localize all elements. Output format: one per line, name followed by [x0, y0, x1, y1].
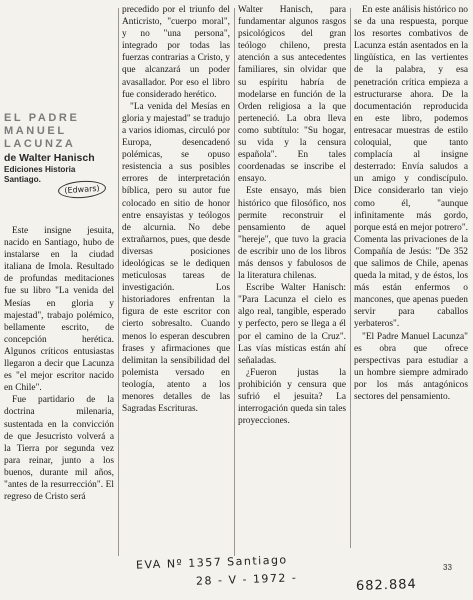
book-author: de Walter Hanisch	[4, 152, 95, 164]
column-rule	[118, 8, 119, 556]
paragraph: "La venida del Mesías en gloria y majestad" se tradujo a varios idiomas, circuló por Europa, desencadenó polémicas, se opuso resistencia a sus posibles errores de interpretación bíblica, pero su autor fue colocado en sitio de honor entre ensayistas y teólogos de alcurnia. No debe extrañarnos, pues, que desde diversas posiciones ideológicas se le dediquen meticulosas tareas de investigación. Los historiadores enfrentan la figura de este escritor con cierto sobresalto. Cuando menos lo esperan descubren frases y afirmaciones que delimitan la sensibilidad del polemista versado en teología, atento a los menores detalles de las Sagradas Escrituras.	[122, 101, 230, 415]
article-header	[4, 112, 116, 185]
paragraph: Fue partidario de la doctrina milenaria, sustentada en la convicción de que Jesucristo volverá a la Tierra por segunda vez para reinar, junto a los buenos, durante mil años, "antes de la resurrección". El regreso de Cristo será	[4, 395, 114, 503]
book-title: EL PADRE MANUEL LACUNZA	[4, 112, 80, 150]
handwritten-source-note: EVA Nº 1357 Santiago	[135, 553, 288, 572]
text-column-2	[122, 4, 230, 565]
paragraph: Escribe Walter Hanisch: "Para Lacunza el cielo es algo real, tangible, esperado y perfecto, pero se llega a él por el camino de la Cruz". Las vías místicas están ahí señaladas.	[238, 283, 346, 366]
column-rule	[350, 8, 351, 548]
paragraph: Este insigne jesuita, nacido en Santiago, hubo de instalarse en la ciudad italiana de Imola. Resultado de profundas meditaciones fue su libro "La venida del Mesías en gloria y majestad", trabajo polémico, bellamente escrito, de concepción herética. Algunos críticos entusiastas llegaron a decir que Lacunza es "el mejor escritor nacido en Chile".	[4, 226, 114, 394]
handwritten-date: 28 - V - 1972 -	[195, 571, 298, 588]
paragraph: ¿Fueron justas la prohibición y censura que sufrió el jesuita? La interrogación queda sin tales proyecciones.	[238, 367, 346, 427]
column-rule	[234, 8, 235, 556]
text-column-3	[238, 4, 346, 565]
paragraph: Este ensayo, más bien histórico que filosófico, nos permite reconstruir el pensamiento de aquel "hereje", que tuvo la gracia de escribir uno de los libros más densos y fabulosos de la literatura chilenas.	[238, 186, 346, 282]
paragraph: "El Padre Manuel Lacunza" es obra que ofrece perspectivas para estudiar a un hombre siempre admirado por los más antagónicos sectores del pensamiento.	[354, 331, 468, 402]
paragraph: Walter Hanisch, para fundamentar algunos rasgos psicológicos del gran teólogo chileno, presta atención a sus antecedentes familiares, sin olvidar que su espíritu habría de modelarse en función de la Orden religiosa a la que perteneció. La obra lleva como subtítulo: "Su hogar, su vida y la censura española". En tales coordenadas se inscribe el ensayo.	[238, 5, 346, 185]
paragraph: precedido por el triunfo del Anticristo, "cuerpo moral", y no "una persona", integrado por todas las fuerzas contrarias a Cristo, y que alcanzará un poder avasallador. Por eso el libro fue considerado herético.	[122, 5, 230, 100]
paragraph: En este análisis histórico no se da una respuesta, porque los resortes combativos de Lacunza están asentados en la lingüística, en las vertientes de la palabra, y esa penetración crítica empieza a estructurarse ahora. De la documentación reproducida en este libro, podemos entresacar muestras de estilo coloquial, que tanto complacía al insigne desterrado: Envía saludos a un amigo y condiscípulo. Dice considerarlo tan viejo como él, "aunque infinitamente más gordo, porque está en mejor potrero". Comenta las privaciones de la Compañía de Jesús: "De 352 que salimos de Chile, apenas queda la mitad, y de éstos, los más están enfermos o mancones, que apenas pueden servir para caballos yerbateros".	[354, 5, 468, 330]
publisher-line: Ediciones Historia	[4, 165, 76, 174]
handwritten-stamp: (Edwars)	[57, 179, 106, 199]
publisher-city: Santiago.	[4, 175, 41, 184]
text-column-4	[354, 4, 468, 524]
text-column-1	[4, 225, 114, 555]
handwritten-catalog-number: 682.884	[355, 576, 418, 595]
page-number: 33	[443, 563, 452, 572]
